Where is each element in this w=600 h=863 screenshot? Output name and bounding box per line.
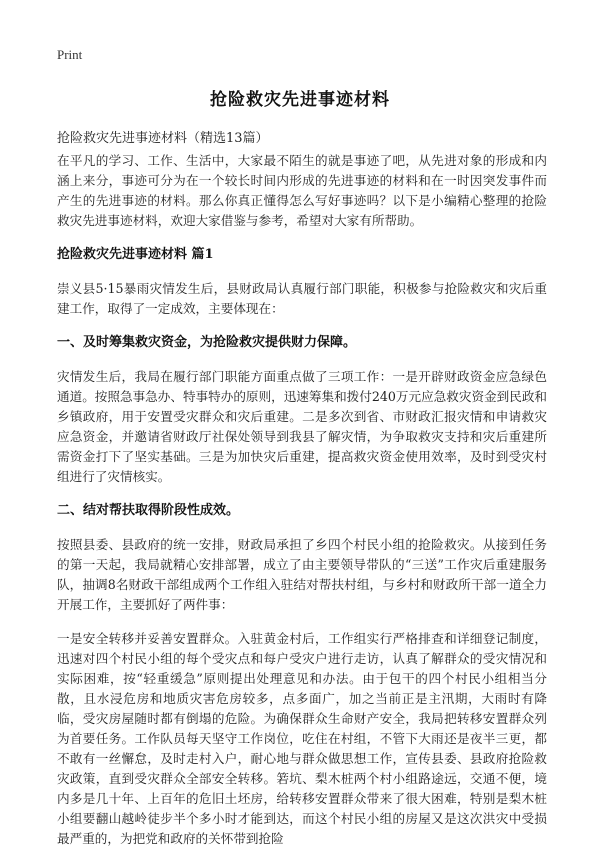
document-content [57, 151, 547, 863]
section-2-body: 按照县委、县政府的统一安排，财政局承担了乡四个村民小组的抢险救灾。从接到任务的第一天起，我局就精心安排部署，成立了由主要领导带队的“三送”工作灾后重建服务队，抽调8名财政干部组成两个工作组入驻结对帮扶村组，与乡村和财政所干部一道全力开展工作，主要抓好了两件事： [57, 537, 547, 612]
document-title: 抢险救灾先进事迹材料 [210, 90, 390, 110]
article-intro-paragraph: 崇义县5·15暴雨灾情发生后，县财政局认真履行部门职能，积极参与抢险救灾和灾后重建工作，取得了一定成效，主要体现在： [57, 281, 547, 316]
article-heading: 抢险救灾先进事迹材料 篇1 [57, 247, 214, 262]
print-label[interactable]: Print [57, 47, 83, 62]
section-1-body: 灾情发生后，我局在履行部门职能方面重点做了三项工作：一是开辟财政资金应急绿色通道。按照急事急办、特事特办的原则，迅速筹集和拨付240万元应急救灾资金到民政和乡镇政府，用于安置受灾群众和灾后重建。二是多次到省、市财政汇报灾情和申请救灾应急资金，并邀请省财政厅社保处领导到我县了解灾情，为争取救灾支持和灾后重建所需资金打下了坚实基础。三是为加快灾后重建，提高救灾资金使用效率，及时到受灾村组进行了灾情核实。 [57, 369, 548, 484]
intro-paragraph: 在平凡的学习、工作、生活中，大家最不陌生的就是事迹了吧，从先进对象的形成和内涵上来分，事迹可分为在一个较长时间内形成的先进事迹的材料和在一时因突发事件而产生的先进事迹的材料。那么你真正懂得怎么写好事迹吗？以下是小编精心整理的抢险救灾先进事迹材料，欢迎大家借鉴与参考，希望对大家有所帮助。 [57, 153, 547, 228]
document-subtitle: 抢险救灾先进事迹材料（精选13篇） [57, 131, 269, 146]
section-2-detail: 一是安全转移并妥善安置群众。入驻黄金村后，工作组实行严格排查和详细登记制度，迅速对四个村民小组的每个受灾点和每户受灾户进行走访，认真了解群众的受灾情况和实际困难，按“轻重缓急”原则提出处理意见和办法。由于包干的四个村民小组相当分散，且水浸危房和地质灾害危房较多，点多面广，加之当前正是主汛期，大雨时有降临，受灾房屋随时都有倒塌的危险。为确保群众生命财产安全，我局把转移安置群众列为首要任务。工作队员每天坚守工作岗位，吃住在村组，不管下大雨还是夜半三更，都不敢有一丝懈怠，及时走村入户，耐心地与群众做思想工作，宣传县委、县政府抢险救灾政策，直到受灾群众全部安全转移。箬坑、梨木桩两个村小组路途远，交通不便，境内多是几十年、上百年的危旧土坯房，给转移安置群众带来了很大困难，特别是梨木桩小组要翻山越岭徒步半个多小时才能到达，而这个村民小组的房屋又是这次洪灾中受损最严重的，为把党和政府的关怀带到抢险 [57, 631, 547, 846]
section-1-heading: 一、及时筹集救灾资金，为抢险救灾提供财力保障。 [57, 335, 357, 350]
section-2-heading: 二、结对帮扶取得阶段性成效。 [57, 503, 240, 518]
